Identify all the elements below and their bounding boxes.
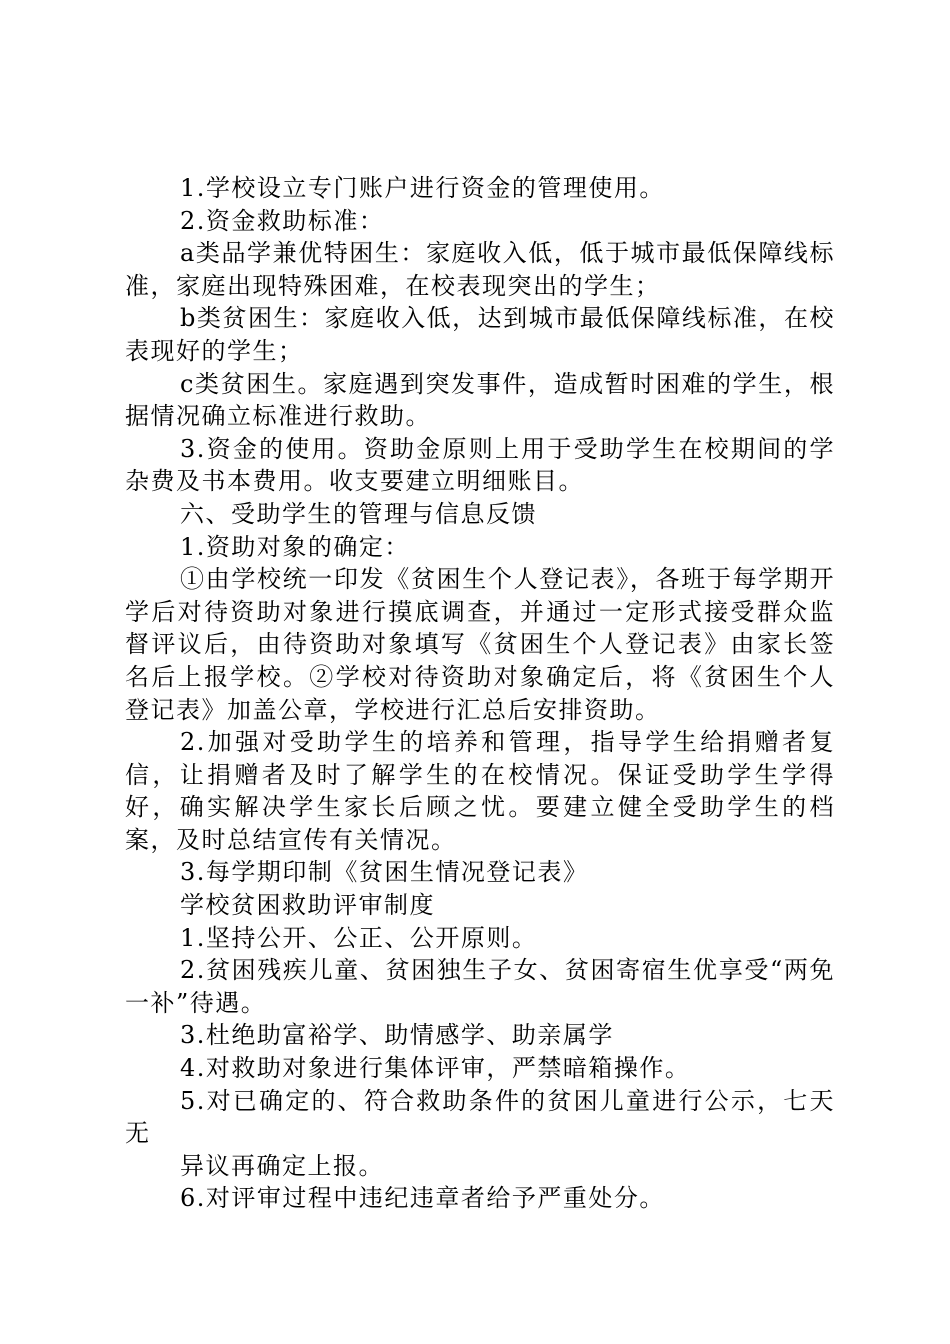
- paragraph-review-rule-6: 6.对评审过程中违纪违章者给予严重处分。: [180, 1184, 665, 1213]
- paragraph-class-c: c类贫困生。家庭遇到突发事件，造成暂时困难的学生，根据情况确立标准进行救助。: [125, 369, 835, 431]
- paragraph-class-b: b类贫困生：家庭收入低，达到城市最低保障线标准，在校表现好的学生；: [125, 304, 835, 365]
- paragraph-review-rule-2: 2.贫困残疾儿童、贫困独生子女、贫困寄宿生优享受“两免一补”待遇。: [125, 956, 835, 1017]
- paragraph-class-a: a类品学兼优特困生：家庭收入低，低于城市最低保障线标准，家庭出现特殊困难，在校表现突出的学生；: [125, 239, 835, 300]
- paragraph-account-setup: 1.学校设立专门账户进行资金的管理使用。: [180, 174, 665, 202]
- paragraph-recipient-selection-heading: 1.资助对象的确定：: [180, 532, 410, 561]
- paragraph-review-rule-3: 3.杜绝助富裕学、助情感学、助亲属学: [180, 1021, 614, 1050]
- section-heading-management: 六、受助学生的管理与信息反馈: [180, 499, 537, 528]
- section-heading-review-system: 学校贫困救助评审制度: [180, 891, 435, 920]
- paragraph-fund-usage: 3.资金的使用。资助金原则上用于受助学生在校期间的学杂费及书本费用。收支要建立明细账目。: [125, 434, 835, 496]
- document-body: [125, 172, 835, 1215]
- paragraph-review-rule-5: 5.对已确定的、符合救助条件的贫困儿童进行公示，七天无: [125, 1086, 835, 1148]
- paragraph-review-rule-1: 1.坚持公开、公正、公开原则。: [180, 923, 538, 952]
- paragraph-review-rule-4: 4.对救助对象进行集体评审，严禁暗箱操作。: [180, 1054, 691, 1083]
- paragraph-aid-standard-heading: 2.资金救助标准：: [180, 206, 385, 235]
- paragraph-registration-procedure: ①由学校统一印发《贫困生个人登记表》，各班于每学期开学后对待资助对象进行摸底调查，并通过一定形式接受群众监督评议后，由待资助对象填写《贫困生个人登记表》由家长签名后上报学校。②学校对待资助对象确定后，将《贫困生个人登记表》加盖公章，学校进行汇总后安排资助。: [125, 565, 835, 724]
- paragraph-training-management: 2.加强对受助学生的培养和管理，指导学生给捐赠者复信，让捐赠者及时了解学生的在校情况。保证受助学生学得好，确实解决学生家长后顾之忧。要建立健全受助学生的档案，及时总结宣传有关情况。: [125, 728, 835, 854]
- paragraph-registration-form: 3.每学期印制《贫困生情况登记表》: [180, 858, 589, 887]
- paragraph-review-rule-5-continued: 异议再确定上报。: [180, 1151, 384, 1180]
